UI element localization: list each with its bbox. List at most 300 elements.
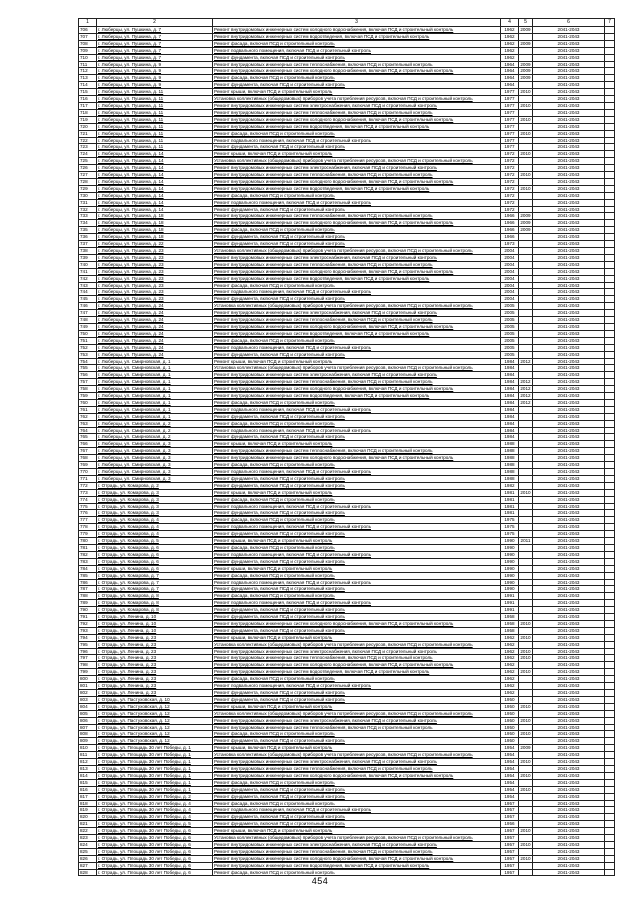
planned-period-cell: 2041-2043 <box>533 54 605 61</box>
address-cell: г. Люберцы, ул. Пушкина, д. 14 <box>97 206 213 213</box>
planned-period-cell: 2041-2043 <box>533 144 605 151</box>
address-cell: г. Отрадь, ул. Площадь 30 лет Победы, д. 6 <box>97 869 213 876</box>
last-repair-year-cell: 2010 <box>520 841 531 847</box>
row-number-cell: 713 <box>79 75 97 82</box>
build-year-cell: 1950 <box>501 717 519 724</box>
planned-period-cell: 2041-2043 <box>533 848 605 855</box>
build-year-cell: 2004 <box>501 275 519 282</box>
extra-cell <box>605 551 615 558</box>
extra-cell <box>605 365 615 372</box>
row-number-cell: 823 <box>79 835 97 842</box>
table-row <box>79 448 615 455</box>
address-cell: г. Люберцы, ул. Пушкина, д. 18 <box>97 227 213 234</box>
header-cell: 4 <box>501 19 519 27</box>
row-number-cell: 712 <box>79 68 97 75</box>
build-year-cell: 1975 <box>501 531 519 538</box>
extra-cell <box>605 296 615 303</box>
table-row <box>79 772 615 779</box>
header-cell: 6 <box>533 19 605 27</box>
row-number-cell: 736 <box>79 234 97 241</box>
extra-cell <box>605 27 615 34</box>
last-repair-year-cell: 2010 <box>520 151 531 157</box>
work-type-cell: Ремонт внутридомовых инженерных систем теплоснабжения, включая ПСД и строительный контроль <box>213 448 501 455</box>
last-repair-year-cell <box>519 779 533 786</box>
last-repair-year-cell: 2010 <box>520 172 531 178</box>
build-year-cell: 1988 <box>501 448 519 455</box>
last-repair-year-cell: 2010 <box>520 703 531 709</box>
work-type-cell: Ремонт подвального помещения, включая ПСД и строительный контроль <box>213 524 501 531</box>
table-row <box>79 178 615 185</box>
work-type-cell: Ремонт крыши, включая ПСД и строительный контроль <box>213 89 501 96</box>
row-number-cell: 826 <box>79 855 97 862</box>
last-repair-year-cell <box>519 469 533 476</box>
build-year-cell: 2005 <box>501 317 519 324</box>
planned-period-cell: 2041-2043 <box>533 234 605 241</box>
last-repair-year-cell: 2009 <box>520 745 531 751</box>
build-year-cell: 1957 <box>501 841 519 848</box>
row-number-cell: 738 <box>79 248 97 255</box>
build-year-cell: 1984 <box>501 413 519 420</box>
address-cell: г. Люберцы, ул. Пушкина, д. 7 <box>97 27 213 34</box>
address-cell: г. Люберцы, ул. Смирновская, д. 2 <box>97 434 213 441</box>
row-number-cell: 774 <box>79 496 97 503</box>
work-type-cell: Ремонт крыши, включая ПСД и строительный контроль <box>213 745 501 752</box>
table-row <box>79 786 615 793</box>
address-cell: г. Люберцы, ул. Пушкина, д. 9 <box>97 82 213 89</box>
address-cell: г. Люберцы, ул. Смирновская, д. 3 <box>97 441 213 448</box>
extra-cell <box>605 475 615 482</box>
address-cell: г. Люберцы, ул. Смирновская, д. 2 <box>97 420 213 427</box>
address-cell: г. Отрадь, ул. Ленина, д. 10 <box>97 614 213 621</box>
build-year-cell: 1990 <box>501 544 519 551</box>
build-year-cell: 1977 <box>501 102 519 109</box>
last-repair-year-cell <box>519 323 533 330</box>
address-cell: г. Люберцы, ул. Смирновская, д. 3 <box>97 475 213 482</box>
extra-cell <box>605 275 615 282</box>
row-number-cell: 744 <box>79 289 97 296</box>
row-number-cell: 778 <box>79 524 97 531</box>
work-type-cell: Ремонт внутридомовых инженерных систем электроснабжения, включая ПСД и строительный контроль <box>213 759 501 766</box>
extra-cell <box>605 158 615 165</box>
build-year-cell: 1972 <box>501 199 519 206</box>
build-year-cell: 1954 <box>501 786 519 793</box>
extra-cell <box>605 772 615 779</box>
row-number-cell: 715 <box>79 89 97 96</box>
build-year-cell: 1964 <box>501 68 519 75</box>
last-repair-year-cell <box>519 531 533 538</box>
extra-cell <box>605 227 615 234</box>
address-cell: г. Люберцы, ул. Пушкина, д. 24 <box>97 351 213 358</box>
table-row <box>79 427 615 434</box>
row-number-cell: 747 <box>79 310 97 317</box>
last-repair-year-cell <box>519 344 533 351</box>
last-repair-year-cell <box>519 289 533 296</box>
row-number-cell: 740 <box>79 261 97 268</box>
work-type-cell: Ремонт фасада, включая ПСД и строительный контроль <box>213 800 501 807</box>
planned-period-cell: 2041-2043 <box>533 779 605 786</box>
last-repair-year-cell: 2009 <box>520 40 531 46</box>
extra-cell <box>605 172 615 179</box>
last-repair-year-cell <box>519 848 533 855</box>
row-number-cell: 714 <box>79 82 97 89</box>
address-cell: г. Люберцы, ул. Пушкина, д. 22 <box>97 241 213 248</box>
planned-period-cell: 2041-2043 <box>533 579 605 586</box>
row-number-cell: 811 <box>79 752 97 759</box>
table-row <box>79 441 615 448</box>
table-row <box>79 227 615 234</box>
build-year-cell: 2004 <box>501 282 519 289</box>
row-number-cell: 783 <box>79 558 97 565</box>
table-row <box>79 793 615 800</box>
last-repair-year-cell <box>519 544 533 551</box>
row-number-cell: 794 <box>79 634 97 641</box>
build-year-cell: 1958 <box>501 627 519 634</box>
address-cell: г. Отрадь, ул. Ленина, д. 10 <box>97 627 213 634</box>
table-row <box>79 779 615 786</box>
planned-period-cell: 2041-2043 <box>533 765 605 772</box>
extra-cell <box>605 848 615 855</box>
work-type-cell: Ремонт крыши, включая ПСД и строительный контроль <box>213 358 501 365</box>
table-row <box>79 268 615 275</box>
table-row <box>79 199 615 206</box>
table-row <box>79 558 615 565</box>
work-type-cell: Ремонт внутридомовых инженерных систем теплоснабжения, включая ПСД и строительный контроль <box>213 655 501 662</box>
planned-period-cell: 2041-2043 <box>533 351 605 358</box>
extra-cell <box>605 503 615 510</box>
extra-cell <box>605 47 615 54</box>
last-repair-year-cell: 2010 <box>520 786 531 792</box>
table-row <box>79 731 615 738</box>
table-row <box>79 752 615 759</box>
table-row <box>79 144 615 151</box>
last-repair-year-cell: 2010 <box>520 620 531 626</box>
last-repair-year-cell <box>519 448 533 455</box>
planned-period-cell: 2041-2043 <box>533 116 605 123</box>
build-year-cell: 1954 <box>501 752 519 759</box>
address-cell: г. Люберцы, ул. Пушкина, д. 11 <box>97 89 213 96</box>
work-type-cell: Ремонт внутридомовых инженерных систем водоотведения, включая ПСД и строительный контроль <box>213 275 501 282</box>
build-year-cell: 1966 <box>501 234 519 241</box>
row-number-cell: 721 <box>79 130 97 137</box>
extra-cell <box>605 372 615 379</box>
row-number-cell: 730 <box>79 192 97 199</box>
last-repair-year-cell <box>519 821 533 828</box>
last-repair-year-cell <box>519 765 533 772</box>
last-repair-year-cell <box>519 137 533 144</box>
address-cell: г. Люберцы, ул. Пушкина, д. 14 <box>97 185 213 192</box>
row-number-cell: 754 <box>79 358 97 365</box>
address-cell: г. Отрадь, ул. Пастуховская, д. 12 <box>97 710 213 717</box>
last-repair-year-cell <box>519 337 533 344</box>
planned-period-cell: 2041-2043 <box>533 213 605 220</box>
work-type-cell: Ремонт внутридомовых инженерных систем холодного водоснабжения, включая ПСД и строительный контроль <box>213 455 501 462</box>
address-cell: г. Отрадь, ул. Ленина, д. 23 <box>97 690 213 697</box>
work-type-cell: Ремонт фасада, включая ПСД и строительный контроль <box>213 462 501 469</box>
row-number-cell: 727 <box>79 172 97 179</box>
table-row <box>79 641 615 648</box>
build-year-cell: 1966 <box>501 213 519 220</box>
last-repair-year-cell: 2012 <box>520 386 531 392</box>
planned-period-cell: 2041-2043 <box>533 475 605 482</box>
address-cell: г. Люберцы, ул. Смирновская, д. 1 <box>97 365 213 372</box>
address-cell: г. Люберцы, ул. Смирновская, д. 1 <box>97 406 213 413</box>
table-row <box>79 82 615 89</box>
address-cell: г. Отрадь, ул. Ленина, д. 23 <box>97 669 213 676</box>
work-type-cell: Ремонт фундамента, включая ПСД и строительный контроль <box>213 434 501 441</box>
row-number-cell: 717 <box>79 102 97 109</box>
extra-cell <box>605 427 615 434</box>
last-repair-year-cell: 2010 <box>520 489 531 495</box>
address-cell: г. Отрадь, ул. Комарова, д. 8 <box>97 593 213 600</box>
address-cell: г. Отрадь, ул. Пастуховская, д. 12 <box>97 724 213 731</box>
build-year-cell: 1988 <box>501 462 519 469</box>
table-row <box>79 855 615 862</box>
address-cell: г. Люберцы, ул. Смирновская, д. 1 <box>97 372 213 379</box>
planned-period-cell: 2041-2043 <box>533 358 605 365</box>
row-number-cell: 819 <box>79 807 97 814</box>
work-type-cell: Ремонт фасада, включая ПСД и строительный контроль <box>213 572 501 579</box>
build-year-cell: 1962 <box>501 648 519 655</box>
last-repair-year-cell <box>519 296 533 303</box>
work-type-cell: Ремонт фасада, включая ПСД и строительный контроль <box>213 544 501 551</box>
row-number-cell: 781 <box>79 544 97 551</box>
planned-period-cell: 2041-2043 <box>533 828 605 835</box>
last-repair-year-cell <box>519 600 533 607</box>
table-row <box>79 696 615 703</box>
extra-cell <box>605 323 615 330</box>
work-type-cell: Ремонт внутридомовых инженерных систем холодного водоснабжения, включая ПСД и строительный контроль <box>213 772 501 779</box>
last-repair-year-cell <box>519 814 533 821</box>
row-number-cell: 728 <box>79 178 97 185</box>
row-number-cell: 739 <box>79 254 97 261</box>
address-cell: г. Люберцы, ул. Смирновская, д. 3 <box>97 448 213 455</box>
planned-period-cell: 2041-2043 <box>533 399 605 406</box>
address-cell: г. Отрадь, ул. Ленина, д. 23 <box>97 648 213 655</box>
work-type-cell: Ремонт фундамента, включая ПСД и строительный контроль <box>213 738 501 745</box>
table-row <box>79 33 615 40</box>
build-year-cell: 1957 <box>501 835 519 842</box>
extra-cell <box>605 821 615 828</box>
work-type-cell: Ремонт внутридомовых инженерных систем электроснабжения, включая ПСД и строительный контроль <box>213 165 501 172</box>
work-type-cell: Ремонт крыши, включая ПСД и строительный контроль <box>213 441 501 448</box>
build-year-cell: 1962 <box>501 690 519 697</box>
extra-cell <box>605 178 615 185</box>
work-type-cell: Ремонт внутридомовых инженерных систем теплоснабжения, включая ПСД и строительный контроль <box>213 765 501 772</box>
address-cell: г. Отрадь, ул. Комарова, д. 3 <box>97 510 213 517</box>
planned-period-cell: 2041-2043 <box>533 676 605 683</box>
last-repair-year-cell: 2009 <box>520 220 531 226</box>
extra-cell <box>605 648 615 655</box>
address-cell: г. Люберцы, ул. Пушкина, д. 14 <box>97 192 213 199</box>
header-cell: 2 <box>97 19 213 27</box>
work-type-cell: Ремонт фундамента, включая ПСД и строительный контроль <box>213 690 501 697</box>
row-number-cell: 756 <box>79 372 97 379</box>
planned-period-cell: 2041-2043 <box>533 655 605 662</box>
work-type-cell: Ремонт фундамента, включая ПСД и строительный контроль <box>213 206 501 213</box>
row-number-cell: 777 <box>79 517 97 524</box>
planned-period-cell: 2041-2043 <box>533 772 605 779</box>
work-type-cell: Ремонт фасада, включая ПСД и строительный контроль <box>213 192 501 199</box>
work-type-cell: Ремонт внутридомовых инженерных систем теплоснабжения, включая ПСД и строительный контроль <box>213 109 501 116</box>
table-row <box>79 241 615 248</box>
row-number-cell: 784 <box>79 565 97 572</box>
build-year-cell: 1972 <box>501 178 519 185</box>
work-type-cell: Ремонт внутридомовых инженерных систем холодного водоснабжения, включая ПСД и строительный контроль <box>213 27 501 34</box>
row-number-cell: 782 <box>79 551 97 558</box>
repair-schedule-table <box>78 18 615 876</box>
extra-cell <box>605 185 615 192</box>
planned-period-cell: 2041-2043 <box>533 855 605 862</box>
address-cell: г. Люберцы, ул. Пушкина, д. 11 <box>97 96 213 103</box>
last-repair-year-cell: 2009 <box>520 213 531 219</box>
row-number-cell: 796 <box>79 648 97 655</box>
last-repair-year-cell <box>519 261 533 268</box>
work-type-cell: Ремонт внутридомовых инженерных систем водоотведения, включая ПСД и строительный контроль <box>213 330 501 337</box>
planned-period-cell: 2041-2043 <box>533 310 605 317</box>
extra-cell <box>605 841 615 848</box>
build-year-cell: 1977 <box>501 109 519 116</box>
row-number-cell: 790 <box>79 607 97 614</box>
work-type-cell: Ремонт крыши, включая ПСД и строительный контроль <box>213 151 501 158</box>
extra-cell <box>605 282 615 289</box>
extra-cell <box>605 620 615 627</box>
work-type-cell: Ремонт фасада, включая ПСД и строительный контроль <box>213 779 501 786</box>
extra-cell <box>605 869 615 876</box>
extra-cell <box>605 151 615 158</box>
build-year-cell: 1950 <box>501 710 519 717</box>
extra-cell <box>605 434 615 441</box>
build-year-cell: 1984 <box>501 427 519 434</box>
row-number-cell: 791 <box>79 614 97 621</box>
last-repair-year-cell <box>519 724 533 731</box>
last-repair-year-cell <box>519 690 533 697</box>
table-row <box>79 406 615 413</box>
table-row <box>79 351 615 358</box>
extra-cell <box>605 517 615 524</box>
extra-cell <box>605 344 615 351</box>
extra-cell <box>605 662 615 669</box>
row-number-cell: 722 <box>79 137 97 144</box>
header-cell: 3 <box>213 19 501 27</box>
row-number-cell: 827 <box>79 862 97 869</box>
planned-period-cell: 2041-2043 <box>533 703 605 710</box>
table-row <box>79 489 615 496</box>
table-row <box>79 565 615 572</box>
table-row <box>79 738 615 745</box>
table-row <box>79 717 615 724</box>
planned-period-cell: 2041-2043 <box>533 821 605 828</box>
planned-period-cell: 2041-2043 <box>533 441 605 448</box>
build-year-cell: 1972 <box>501 192 519 199</box>
table-row <box>79 841 615 848</box>
last-repair-year-cell <box>519 662 533 669</box>
planned-period-cell: 2041-2043 <box>533 220 605 227</box>
last-repair-year-cell: 2012 <box>520 393 531 399</box>
extra-cell <box>605 655 615 662</box>
table-row <box>79 462 615 469</box>
address-cell: г. Люберцы, ул. Смирновская, д. 1 <box>97 393 213 400</box>
address-cell: г. Люберцы, ул. Пушкина, д. 24 <box>97 337 213 344</box>
row-number-cell: 750 <box>79 330 97 337</box>
work-type-cell: Ремонт внутридомовых инженерных систем холодного водоснабжения, включая ПСД и строительный контроль <box>213 220 501 227</box>
planned-period-cell: 2041-2043 <box>533 496 605 503</box>
row-number-cell: 741 <box>79 268 97 275</box>
work-type-cell: Ремонт фундамента, включая ПСД и строительный контроль <box>213 821 501 828</box>
extra-cell <box>605 544 615 551</box>
row-number-cell: 761 <box>79 406 97 413</box>
row-number-cell: 768 <box>79 455 97 462</box>
table-row <box>79 835 615 842</box>
work-type-cell: Ремонт внутридомовых инженерных систем холодного водоснабжения, включая ПСД и строительный контроль <box>213 68 501 75</box>
table-row <box>79 496 615 503</box>
row-number-cell: 817 <box>79 793 97 800</box>
row-number-cell: 785 <box>79 572 97 579</box>
address-cell: г. Люберцы, ул. Пушкина, д. 14 <box>97 158 213 165</box>
table-row <box>79 358 615 365</box>
row-number-cell: 732 <box>79 206 97 213</box>
planned-period-cell: 2041-2043 <box>533 558 605 565</box>
row-number-cell: 763 <box>79 420 97 427</box>
last-repair-year-cell <box>519 372 533 379</box>
work-type-cell: Ремонт внутридомовых инженерных систем водоотведения, включая ПСД и строительный контроль <box>213 669 501 676</box>
extra-cell <box>605 703 615 710</box>
work-type-cell: Ремонт подвального помещения, включая ПСД и строительный контроль <box>213 807 501 814</box>
extra-cell <box>605 96 615 103</box>
address-cell: г. Отрадь, ул. Комарова, д. 7 <box>97 572 213 579</box>
row-number-cell: 807 <box>79 724 97 731</box>
address-cell: г. Люберцы, ул. Пушкина, д. 11 <box>97 137 213 144</box>
planned-period-cell: 2041-2043 <box>533 786 605 793</box>
build-year-cell: 1981 <box>501 503 519 510</box>
work-type-cell: Ремонт внутридомовых инженерных систем электроснабжения, включая ПСД и строительный контроль <box>213 372 501 379</box>
build-year-cell: 1957 <box>501 814 519 821</box>
last-repair-year-cell <box>519 551 533 558</box>
planned-period-cell: 2041-2043 <box>533 586 605 593</box>
planned-period-cell: 2041-2043 <box>533 544 605 551</box>
table-row <box>79 614 615 621</box>
build-year-cell: 1958 <box>501 614 519 621</box>
last-repair-year-cell <box>519 420 533 427</box>
row-number-cell: 787 <box>79 586 97 593</box>
work-type-cell: Ремонт фундамента, включая ПСД и строительный контроль <box>213 82 501 89</box>
last-repair-year-cell <box>519 144 533 151</box>
build-year-cell: 1990 <box>501 558 519 565</box>
row-number-cell: 766 <box>79 441 97 448</box>
row-number-cell: 780 <box>79 538 97 545</box>
last-repair-year-cell: 2010 <box>520 731 531 737</box>
work-type-cell: Ремонт внутридомовых инженерных систем водоотведения, включая ПСД и строительный контроль <box>213 123 501 130</box>
build-year-cell: 1954 <box>501 779 519 786</box>
work-type-cell: Ремонт внутридомовых инженерных систем теплоснабжения, включая ПСД и строительный контроль <box>213 724 501 731</box>
work-type-cell: Ремонт фундамента, включая ПСД и строительный контроль <box>213 413 501 420</box>
address-cell: г. Люберцы, ул. Пушкина, д. 24 <box>97 323 213 330</box>
build-year-cell: 1972 <box>501 185 519 192</box>
last-repair-year-cell <box>519 517 533 524</box>
build-year-cell: 2005 <box>501 351 519 358</box>
table-row <box>79 372 615 379</box>
address-cell: г. Отрадь, ул. Комарова, д. 3 <box>97 503 213 510</box>
extra-cell <box>605 496 615 503</box>
address-cell: г. Люберцы, ул. Пушкина, д. 23 <box>97 282 213 289</box>
table-row <box>79 503 615 510</box>
last-repair-year-cell: 2010 <box>520 102 531 108</box>
row-number-cell: 779 <box>79 531 97 538</box>
row-number-cell: 812 <box>79 759 97 766</box>
work-type-cell: Ремонт фундамента, включая ПСД и строительный контроль <box>213 510 501 517</box>
build-year-cell: 1975 <box>501 517 519 524</box>
work-type-cell: Ремонт крыши, включая ПСД и строительный контроль <box>213 703 501 710</box>
address-cell: г. Отрадь, ул. Комарова, д. 6 <box>97 551 213 558</box>
